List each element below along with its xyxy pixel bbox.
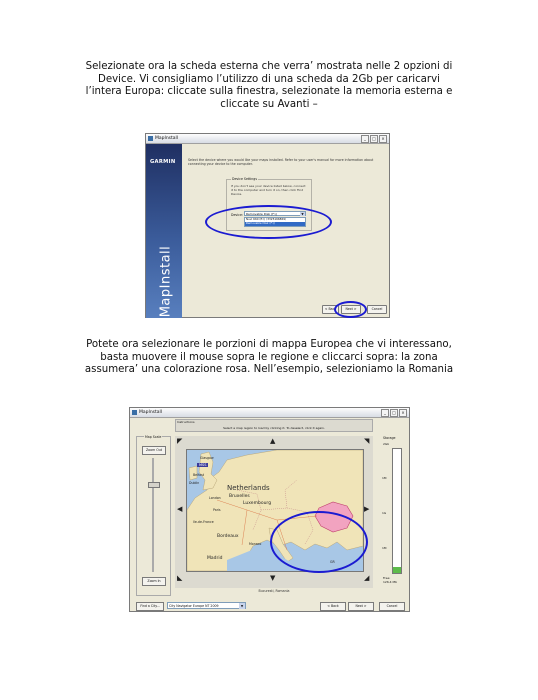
device-option[interactable]: Nuvi 660 (E:\) (3325166869) [246, 217, 287, 221]
free-label: Free: [383, 576, 391, 580]
minimize-icon[interactable]: _ [361, 135, 369, 143]
back-button[interactable]: < Back [322, 305, 339, 314]
maximize-icon[interactable]: □ [390, 409, 398, 417]
brand-panel [146, 144, 182, 318]
city-label: Glasgow [200, 456, 214, 460]
storage-fill [393, 567, 401, 573]
city-label: Bruxelles [229, 494, 250, 499]
free-value: 126.4 Mb [383, 580, 398, 584]
instructions-box [175, 419, 373, 432]
instructions-label: Instructions [177, 420, 195, 424]
cancel-button[interactable]: Cancel [379, 602, 405, 611]
product-select[interactable] [167, 602, 246, 609]
status-bar: Bucuresti, Romania [258, 589, 290, 593]
storage-tick: 1M [382, 546, 387, 550]
paragraph1-line2: Device. Vi consigliamo l’utilizzo di una scheda da 2Gb per caricarvi [98, 73, 440, 85]
highlight-ring-romania [270, 511, 368, 573]
cancel-button[interactable]: Cancel [367, 305, 387, 314]
arrow-right-icon[interactable]: ▶ [364, 505, 370, 513]
arrow-up-left-icon[interactable]: ◤ [177, 437, 183, 445]
city-label: Belfast [193, 473, 205, 477]
city-label: Paris [213, 508, 221, 512]
instructions-text: Select a map region to load by clicking it. To deselect, click it again. [223, 426, 325, 430]
window-title: MapInstall [139, 410, 163, 415]
highlight-ring-next [334, 301, 367, 318]
device-option-selected[interactable]: Removable Disk (F:\) [245, 222, 305, 226]
window-titlebar [146, 134, 389, 144]
paragraph2-line2: basta muovere il mouse sopra le regione e cliccarci sopra: la zona [100, 351, 438, 363]
arrow-down-right-icon[interactable]: ◢ [364, 574, 370, 582]
app-icon [132, 410, 137, 415]
zoom-slider-track[interactable] [152, 458, 154, 572]
paragraph1-line1: Selezionate ora la scheda esterna che verra’ mostrata nelle 2 opzioni di [85, 61, 453, 72]
product-select-value: City Navigator Europe NT 2009 [169, 604, 219, 608]
city-label: Ile-de-France [193, 520, 214, 524]
window-title: MapInstall [155, 136, 179, 141]
zoom-out-button[interactable]: Zoom Out [142, 446, 166, 455]
storage-tick: 1M [382, 476, 387, 480]
garmin-logo: GARMIN [150, 159, 176, 165]
city-label: Luxembourg [243, 501, 272, 506]
arrow-up-right-icon[interactable]: ◥ [364, 437, 370, 445]
window-titlebar [130, 408, 409, 418]
arrow-down-icon[interactable]: ▼ [270, 574, 276, 582]
close-icon[interactable]: × [399, 409, 407, 417]
storage-bar [392, 448, 402, 574]
next-button[interactable]: Next > [348, 602, 374, 611]
arrow-left-icon[interactable]: ◀ [177, 505, 183, 513]
app-icon [148, 136, 153, 141]
minimize-icon[interactable]: _ [381, 409, 389, 417]
next-button[interactable]: Next > [341, 305, 361, 314]
maximize-icon[interactable]: □ [370, 135, 378, 143]
mapinstall-map-window [129, 407, 410, 612]
free-space [383, 576, 397, 584]
device-label: Device: [231, 213, 243, 217]
device-settings-label: Device Settings [232, 177, 257, 181]
city-label: Dublin [189, 481, 200, 485]
chevron-down-icon[interactable]: ▼ [240, 604, 244, 608]
device-select-value: Removable Disk (F:\) [246, 212, 277, 216]
paragraph1-line3: l’intera Europa: cliccate sulla finestra, selezionate la memoria esterna e [85, 86, 453, 98]
storage-top-label: 2Gb [383, 442, 390, 446]
zoom-in-button[interactable]: Zoom In [142, 577, 166, 586]
map-scale-label: Map Scale [145, 435, 162, 439]
city-label: Monaco [249, 542, 262, 546]
close-icon[interactable]: × [379, 135, 387, 143]
paragraph-select-regions [40, 339, 498, 377]
paragraph1-line4: cliccate su Avanti – [220, 98, 318, 110]
arrow-down-left-icon[interactable]: ◣ [177, 574, 183, 582]
zoom-slider-thumb[interactable] [148, 482, 160, 488]
map-scale-group [136, 436, 171, 596]
arrow-up-icon[interactable]: ▲ [270, 437, 276, 445]
paragraph2-line1: Potete ora selezionare le porzioni di mappa Europea che vi interessano, [86, 339, 452, 350]
city-label: Madrid [207, 556, 223, 561]
paragraph-select-card [40, 61, 498, 111]
region-tag: MSS [199, 463, 207, 467]
back-button[interactable]: < Back [320, 602, 346, 611]
highlight-ring-device [205, 205, 332, 239]
device-settings-text: If you don't see your device listed below, connect it to the computer and turn it on, then click Find Device. [231, 184, 306, 196]
city-label: Bordeaux [217, 534, 239, 539]
storage-panel [380, 436, 407, 596]
paragraph2-line3: assumera’ una colorazione rosa. Nell’esempio, selezioniamo la Romania [84, 364, 454, 376]
chevron-down-icon[interactable]: ▼ [301, 212, 304, 216]
country-label: Netherlands [227, 484, 270, 492]
device-instructions: Select the device where you would like your maps installed. Refer to your user's manual for more information about connecting your device to the computer. [188, 158, 374, 167]
city-label: GR [330, 560, 335, 564]
city-label: London [209, 496, 221, 500]
storage-tick: 1G [382, 511, 387, 515]
mapinstall-side-title: MapInstall [158, 245, 174, 318]
storage-label: Storage [383, 436, 396, 440]
find-city-button[interactable]: Find a City... [136, 602, 164, 611]
